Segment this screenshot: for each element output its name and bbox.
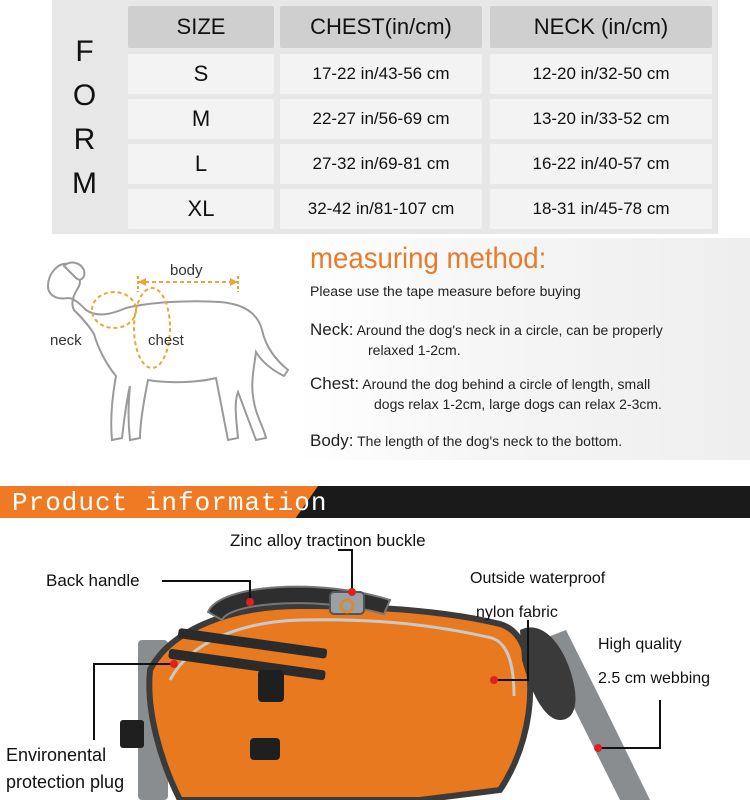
measuring-method-subtitle: Please use the tape measure before buying: [310, 283, 581, 299]
size-cell: L: [128, 144, 274, 184]
left-clip: [120, 720, 144, 748]
handle-callout-dot: [246, 598, 254, 606]
measure-neck: [310, 320, 740, 360]
neck-cell: 18-31 in/45-78 cm: [490, 189, 712, 229]
callout-plug-line1: Environental: [6, 745, 107, 765]
callout-fabric-line1: Outside waterproof: [470, 570, 606, 587]
measure-text: The length of the dog's neck to the bottom.: [357, 433, 623, 449]
form-side-label: F O R M: [72, 35, 98, 200]
chest-cell: 32-42 in/81-107 cm: [280, 189, 482, 229]
side-clip-2: [250, 738, 280, 760]
neck-cell: 12-20 in/32-50 cm: [490, 54, 712, 94]
plug-callout-dot: [170, 660, 178, 668]
dog-label-neck: neck: [50, 332, 82, 349]
measure-key: Chest:: [310, 374, 360, 393]
dog-outline-illustration: [40, 252, 300, 452]
fabric-callout-dot: [490, 676, 498, 684]
header-neck: NECK (in/cm): [490, 6, 712, 48]
chest-cell: 22-27 in/56-69 cm: [280, 99, 482, 139]
callout-plug-line2: protection plug: [6, 772, 125, 792]
size-cell: XL: [128, 189, 274, 229]
callout-back-handle: Back handle: [46, 571, 140, 590]
measure-text: Around the dog's neck in a circle, can be properly: [356, 322, 663, 338]
measuring-method-title: measuring method:: [310, 242, 547, 275]
measure-chest: [310, 374, 740, 414]
callout-buckle: Zinc alloy tractinon buckle: [230, 531, 426, 550]
body-arrow-right: [230, 278, 238, 286]
side-clip: [258, 670, 284, 702]
callout-webbing-line2: 2.5 cm webbing: [598, 670, 711, 687]
product-info-title: Product information: [12, 488, 328, 518]
measure-text: relaxed 1-2cm.: [368, 342, 461, 358]
measure-text: Around the dog behind a circle of length, small: [362, 376, 651, 392]
harness-illustration: [0, 520, 750, 800]
measure-key: Neck:: [310, 320, 354, 339]
header-size: SIZE: [128, 6, 274, 48]
webbing-callout-dot: [594, 744, 602, 752]
size-cell: M: [128, 99, 274, 139]
size-form-table: [52, 0, 718, 234]
measure-text: dogs relax 1-2cm, large dogs can relax 2-3cm.: [374, 396, 662, 412]
dog-label-body: body: [170, 262, 203, 279]
callout-fabric-line2: nylon fabric: [476, 604, 558, 621]
chest-cell: 27-32 in/69-81 cm: [280, 144, 482, 184]
measure-key: Body:: [310, 431, 354, 450]
header-chest: CHEST(in/cm): [280, 6, 482, 48]
buckle-callout-line: [338, 550, 352, 590]
chest-cell: 17-22 in/43-56 cm: [280, 54, 482, 94]
neck-cell: 13-20 in/33-52 cm: [490, 99, 712, 139]
callout-webbing-line1: High quality: [598, 636, 682, 653]
size-cell: S: [128, 54, 274, 94]
product-info-banner: [0, 486, 750, 518]
dog-outline: [48, 264, 288, 440]
neck-cell: 16-22 in/40-57 cm: [490, 144, 712, 184]
body-arrow-left: [138, 278, 146, 286]
measure-body: [310, 431, 740, 451]
dog-label-chest: chest: [148, 332, 184, 349]
buckle-callout-dot: [348, 588, 356, 596]
